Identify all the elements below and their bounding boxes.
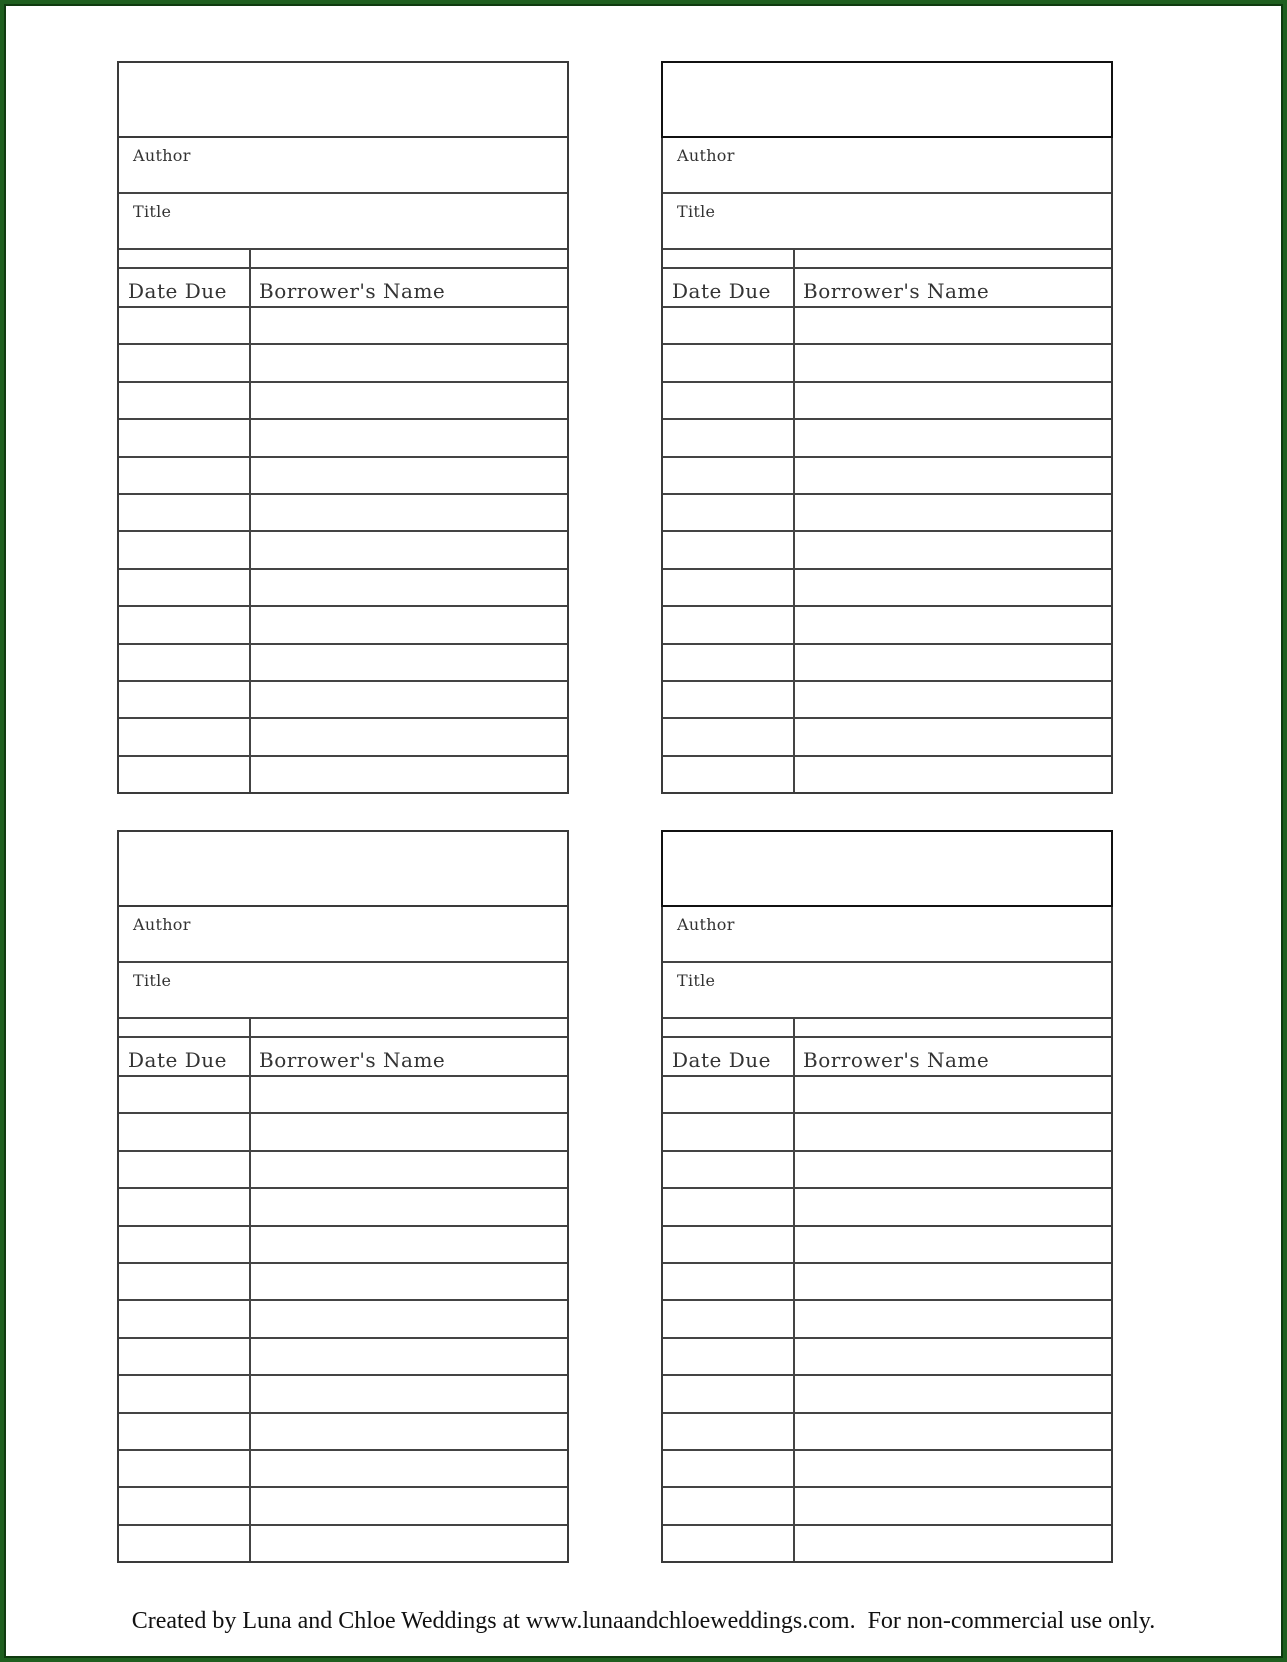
table-row-rule (119, 381, 567, 383)
title-label: Title (133, 971, 172, 990)
card-header-box[interactable] (661, 61, 1113, 138)
table-row-rule (663, 1337, 1111, 1339)
column-divider (793, 1019, 795, 1561)
spacer-row (119, 250, 567, 269)
table-row-rule (663, 1262, 1111, 1264)
table-row-rule (663, 1449, 1111, 1451)
title-label: Title (677, 971, 716, 990)
table-row-rule (119, 343, 567, 345)
date-due-header: Date Due (672, 1048, 771, 1072)
date-due-header: Date Due (672, 279, 771, 303)
borrowers-name-header: Borrower's Name (259, 1048, 446, 1072)
table-row-rule (119, 418, 567, 420)
card-bottom-right (661, 830, 1113, 1563)
table-row-rule (119, 1486, 567, 1488)
author-label: Author (133, 146, 191, 165)
author-label: Author (677, 146, 735, 165)
title-field[interactable] (663, 194, 1111, 250)
table-row-rule (119, 1112, 567, 1114)
table-row-rule (119, 1262, 567, 1264)
title-field[interactable] (663, 963, 1111, 1019)
table-row-rule (663, 343, 1111, 345)
table-row-rule (663, 1112, 1111, 1114)
table-row-rule (119, 1225, 567, 1227)
table-row-rule (663, 605, 1111, 607)
card-bottom-left (117, 830, 569, 1563)
card-header-box[interactable] (661, 830, 1113, 907)
table-row-rule (663, 1225, 1111, 1227)
borrowers-name-header: Borrower's Name (259, 279, 446, 303)
table-row-rule (663, 717, 1111, 719)
table-row-rule (119, 1187, 567, 1189)
table-row-rule (663, 530, 1111, 532)
table-row-rule (119, 1374, 567, 1376)
column-divider (249, 1019, 251, 1561)
table-row-rule (663, 418, 1111, 420)
card-header-box[interactable] (119, 832, 567, 907)
table-row-rule (663, 1486, 1111, 1488)
card-top-right (661, 61, 1113, 794)
author-label: Author (133, 915, 191, 934)
table-row-rule (663, 493, 1111, 495)
table-header-rule (119, 1075, 567, 1077)
table-header-rule (119, 306, 567, 308)
table-row-rule (663, 1150, 1111, 1152)
table-header-rule (663, 306, 1111, 308)
date-due-header: Date Due (128, 279, 227, 303)
table-row-rule (119, 1412, 567, 1414)
table-row-rule (663, 1374, 1111, 1376)
date-due-header: Date Due (128, 1048, 227, 1072)
table-row-rule (119, 1150, 567, 1152)
card-top-left (117, 61, 569, 794)
table-row-rule (119, 1449, 567, 1451)
table-row-rule (119, 605, 567, 607)
table-header-rule (663, 1075, 1111, 1077)
author-field[interactable] (663, 138, 1111, 194)
card-header-box[interactable] (119, 63, 567, 138)
table-row-rule (663, 1187, 1111, 1189)
table-row-rule (119, 1524, 567, 1526)
spacer-row (663, 250, 1111, 269)
table-row-rule (119, 717, 567, 719)
title-label: Title (677, 202, 716, 221)
table-row-rule (663, 1524, 1111, 1526)
borrowers-name-header: Borrower's Name (803, 1048, 990, 1072)
spacer-row (119, 1019, 567, 1038)
author-label: Author (677, 915, 735, 934)
title-field[interactable] (119, 194, 567, 250)
table-row-rule (119, 755, 567, 757)
table-row-rule (119, 643, 567, 645)
table-row-rule (663, 456, 1111, 458)
title-label: Title (133, 202, 172, 221)
borrowers-name-header: Borrower's Name (803, 279, 990, 303)
table-row-rule (119, 680, 567, 682)
column-divider (249, 250, 251, 792)
table-row-rule (663, 755, 1111, 757)
footer-credit: Created by Luna and Chloe Weddings at www.lunaandchloeweddings.com. For non-commercial use only. (131, 1608, 1156, 1634)
table-row-rule (119, 1299, 567, 1301)
author-field[interactable] (119, 907, 567, 963)
table-row-rule (663, 680, 1111, 682)
table-row-rule (663, 381, 1111, 383)
table-row-rule (119, 456, 567, 458)
spacer-row (663, 1019, 1111, 1038)
table-row-rule (663, 643, 1111, 645)
author-field[interactable] (663, 907, 1111, 963)
table-row-rule (119, 493, 567, 495)
author-field[interactable] (119, 138, 567, 194)
table-row-rule (119, 1337, 567, 1339)
table-row-rule (663, 1299, 1111, 1301)
table-row-rule (119, 530, 567, 532)
table-row-rule (663, 1412, 1111, 1414)
table-row-rule (663, 568, 1111, 570)
column-divider (793, 250, 795, 792)
title-field[interactable] (119, 963, 567, 1019)
table-row-rule (119, 568, 567, 570)
